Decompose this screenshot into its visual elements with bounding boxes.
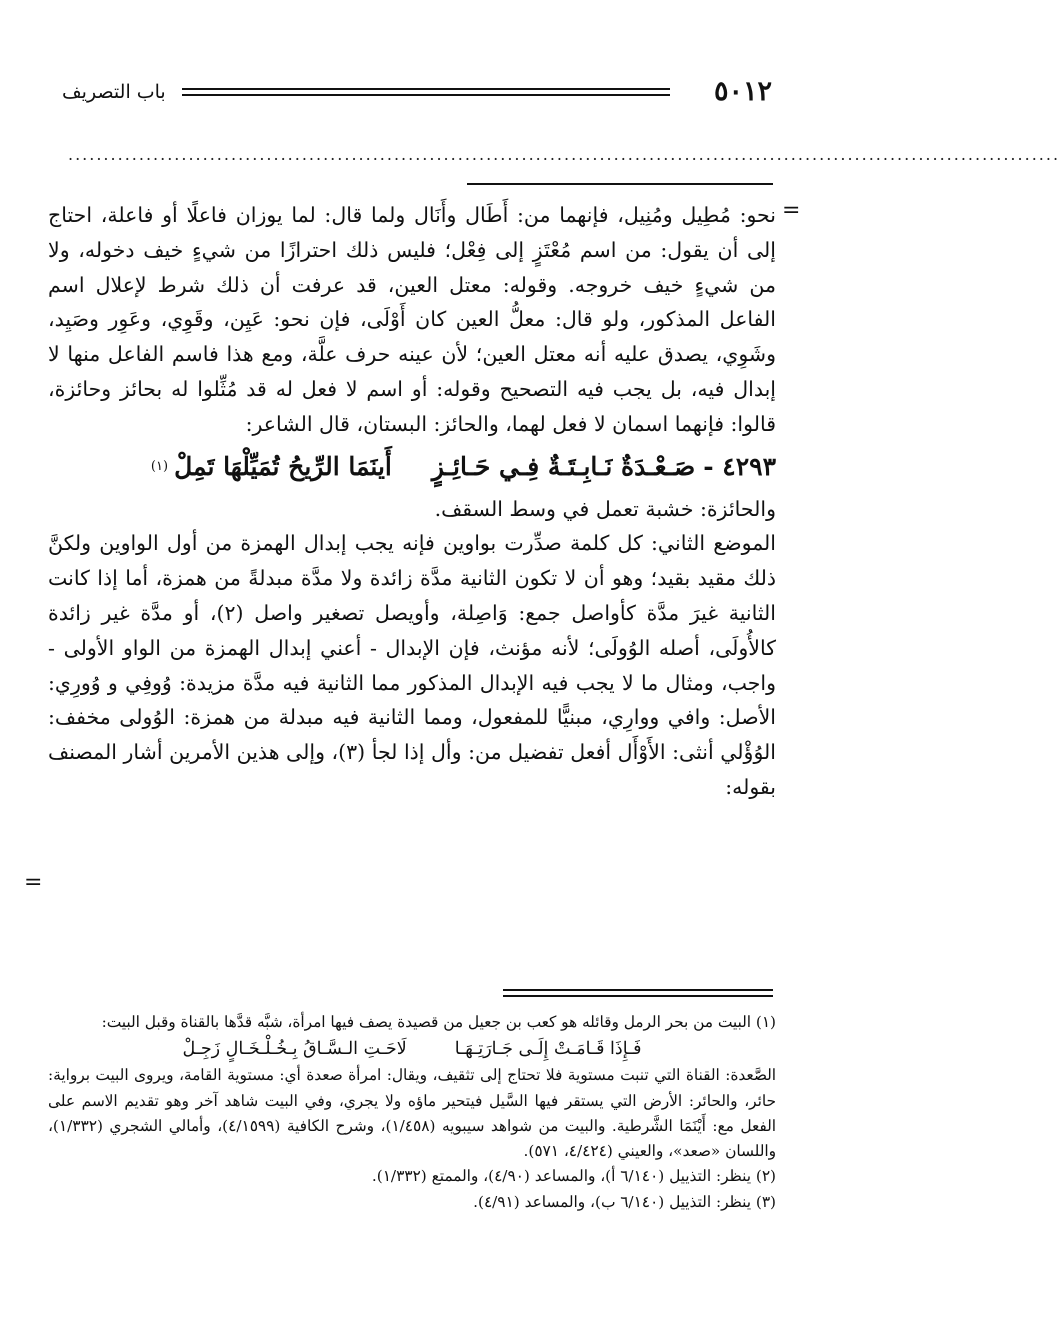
footnotes	[48, 1010, 776, 1215]
verse-first-hemistich: صَـعْـدَةٌ نَـابِـتَـةٌ فِـي حَـائِـزٍ	[431, 451, 696, 481]
footnote-separator	[503, 989, 773, 997]
header-double-rule	[182, 88, 670, 96]
dotted-separator: ............................................................................................................................................	[68, 145, 1060, 164]
chapter-title: باب التصريف	[62, 81, 166, 103]
footnote-verse-first: فَـإِذَا قَـامَـتْ إِلَـى جَـارَتِـهَـا	[454, 1039, 642, 1060]
continuation-mark-start: =	[782, 198, 801, 223]
footnote-ref-1: (١)	[150, 458, 169, 474]
top-rule	[467, 183, 773, 185]
footnote-3: (٣) ينظر: التذييل (٦/١٤٠ ب)، والمساعد (٤/٩١).	[473, 1192, 776, 1211]
page-number: ٥٠١٢	[713, 76, 772, 107]
paragraph-1: نحو: مُطِيل ومُنِيل، فإنهما من: أَطَال وأَنَال ولما قال: لما يوزان فاعلًا أو فاعلة، احتاج إلى أن يقول: من اسم مُعْتَزٍ إلى فِعْل؛ فليس ذلك احترازًا من شيءٍ خيف دخوله، ولا من شيءٍ خيف خروجه. وقوله: معتل العين، قد عرفت أن ذلك شرط لإعلال اسم الفاعل المذكور، ولو قال: معلُّ العين كان أَوْلَى، فإن نحو: عَيِن، وقَوِي، وعَوِر وصَيِد، وشَوِي، يصدق عليه أنه معتل العين؛ لأن عينه حرف علَّة، ومع هذا فاسم الفاعل منها لا إبدال فيه، بل يجب فيه التصحيح وقوله: أو اسم لا فعل له قد مُثِّلوا له بحائز وحائزة، قالوا: فإنهما اسمان لا فعل لهما، والحائز: البستان، قال الشاعر:	[48, 203, 776, 436]
footnote-verse	[48, 1035, 776, 1063]
verse-second-hemistich: أَينَمَا الرِّيحُ تُمَيِّلْهَا تَمِلْ	[174, 451, 392, 481]
page-header	[62, 74, 772, 110]
main-text	[48, 198, 776, 805]
footnote-1: (١) البيت من بحر الرمل وقائله هو كعب بن جعيل من قصيدة يصف فيها امرأة، شبَّه قدَّها بالقناة وقبل البيت:	[101, 1013, 776, 1031]
paragraph-2: والحائزة: خشبة تعمل في وسط السقف.	[434, 496, 776, 521]
footnote-2: (٢) ينظر: التذييل (٦/١٤٠ أ)، والمساعد (٤/٩٠)، والممتع (١/٣٣٢).	[371, 1167, 776, 1186]
footnote-1-commentary: الصَّعدة: القناة التي تنبت مستوية فلا تحتاج إلى تثقيف، ويقال: امرأة صعدة أي: مستوية القامة، ويروى البيت برواية: حائر، والحائر: الأرض التي يستقر فيها السَّيل فيتحير ماؤه ولا يجري، وفي البيت شاهد آخر وهو تقديم الاسم على الفعل مع: أَيْنَمَا الشَّرطية. والبيت من شواهد سيبويه (١/٤٥٨)، وشرح الكافية (٤/١٥٩٩)، وأمالي الشجري (١/٣٣٢)، واللسان «صعد»، والعيني (٤/٤٢٤، ٥٧١).	[48, 1066, 776, 1161]
paragraph-3: الموضع الثاني: كل كلمة صدِّرت بواوين فإنه يجب إبدال الهمزة من أول الواوين ولكنَّ ذلك مقيد بقيد؛ وهو أن لا تكون الثانية مدَّة زائدة ولا مدَّة مبدلةً من همزة، أما إذا كانت الثانية غيرَ مدَّة كأواصل جمع: وَاصِلة، وأويصل تصغير واصل (٢)، أو مدَّة غير زائدة كالأُولَى، أصله الوُولَى؛ لأنه مؤنث، فإن الإبدال - أعني إبدال الهمزة من الواو الأولى - واجب، ومثال ما لا يجب فيه الإبدال المذكور مما الثانية فيه مدَّة مزيدة: وُوفِي و وُورِي: الأصل: وافي ووارِي، مبنيًّا للمفعول، ومما الثانية فيه مبدلة من همزة: الوُولى مخفف: الوُؤْلي أنثى: الأَوْأَل أفعل تفضيل من: وأل إذا لجأ (٣)، وإلى هذين الأمرين أشار المصنف بقوله:	[48, 531, 776, 799]
footnote-verse-second: لَاحَـتِ الـسَّـاقُ بِـخُـلْـخَـالٍ زَجِـلْ	[182, 1039, 407, 1060]
verse-number: ٤٢٩٣ -	[703, 451, 776, 481]
continuation-mark-end: =	[24, 870, 43, 895]
poetry-verse	[48, 444, 776, 490]
